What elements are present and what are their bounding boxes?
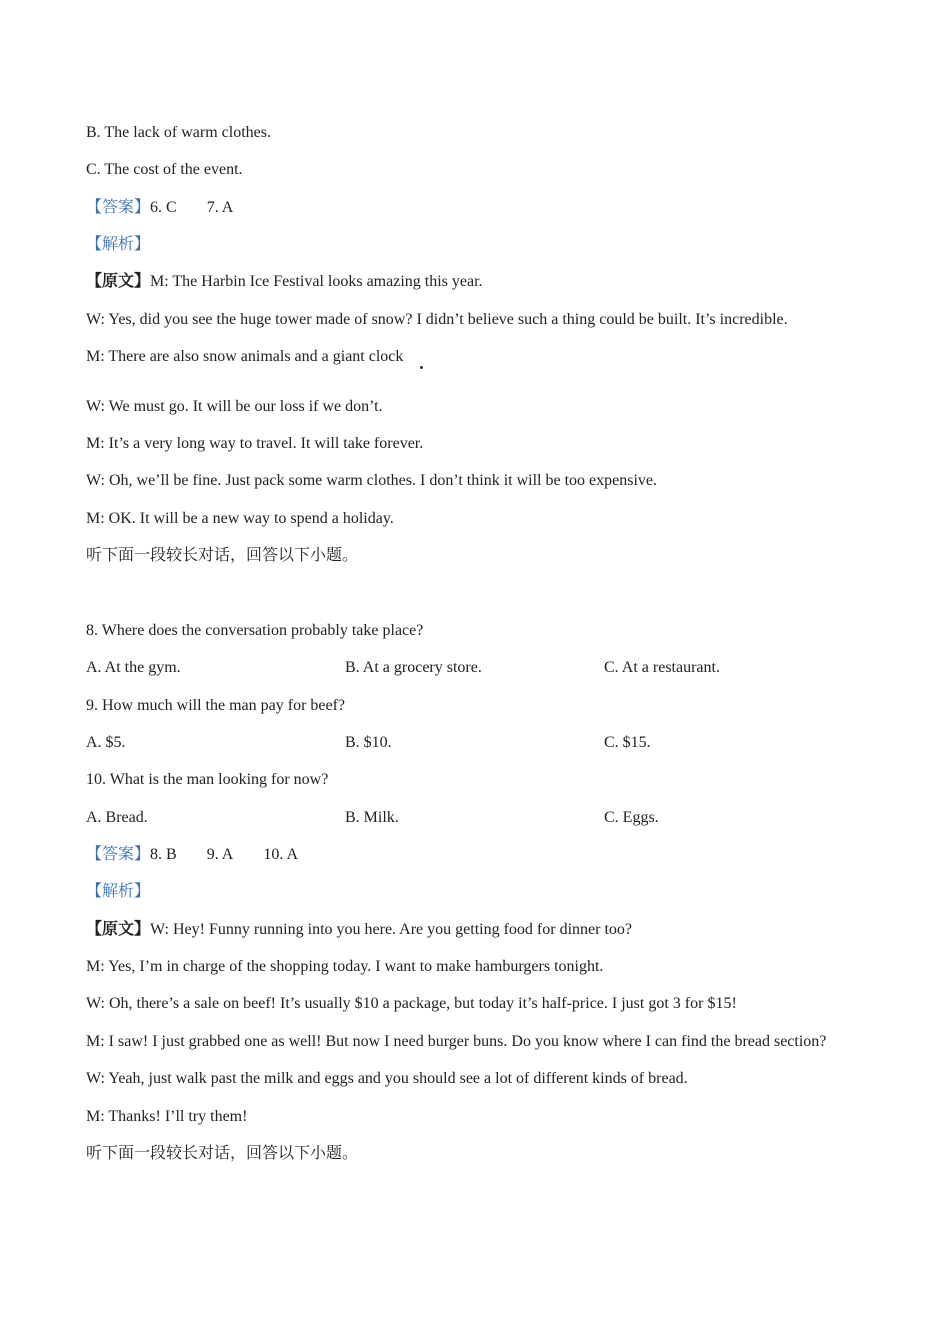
option-b: B. At a grocery store.	[345, 659, 482, 676]
question: 8. Where does the conversation probably take place?	[86, 622, 424, 639]
dialogue-text: W: Hey! Funny running into you here. Are you getting food for dinner too?	[150, 921, 632, 938]
analysis-label: 【解析】	[86, 236, 151, 253]
answer-label: 【答案】	[86, 846, 151, 863]
dialogue-line	[86, 272, 483, 292]
answer-item: 7. A	[206, 199, 234, 216]
dialogue-line: M: OK. It will be a new way to spend a holiday.	[86, 510, 394, 527]
answer-line-1	[86, 198, 233, 218]
dialogue-line: M: I saw! I just grabbed one as well! But now I need burger buns. Do you know where I can find the bread section?	[86, 1033, 827, 1050]
option-b: B. The lack of warm clothes.	[86, 124, 271, 141]
answer-item: 9. A	[206, 846, 234, 863]
dialogue-line: M: It’s a very long way to travel. It will take forever.	[86, 435, 424, 452]
stray-dot	[420, 366, 423, 369]
dialogue-line: W: Oh, we’ll be fine. Just pack some warm clothes. I don’t think it will be too expensive.	[86, 472, 657, 489]
instruction: 听下面一段较长对话，回答以下小题。	[86, 1145, 359, 1162]
dialogue-line: W: We must go. It will be our loss if we don’t.	[86, 398, 383, 415]
answer-item: 10. A	[263, 846, 299, 863]
option-a: A. At the gym.	[86, 659, 181, 676]
answer-line-2	[86, 845, 298, 865]
dialogue-text: M: The Harbin Ice Festival looks amazing this year.	[150, 273, 483, 290]
source-label: 【原文】	[86, 273, 151, 290]
analysis-label: 【解析】	[86, 883, 151, 900]
dialogue-line: M: Yes, I’m in charge of the shopping today. I want to make hamburgers tonight.	[86, 958, 604, 975]
answer-item: 6. C	[150, 199, 177, 216]
question: 10. What is the man looking for now?	[86, 771, 329, 788]
instruction: 听下面一段较长对话，回答以下小题。	[86, 547, 359, 564]
answer-label: 【答案】	[86, 199, 151, 216]
option-a: A. Bread.	[86, 809, 148, 826]
option-b: B. $10.	[345, 734, 392, 751]
option-c: C. $15.	[604, 734, 651, 751]
option-a: A. $5.	[86, 734, 126, 751]
dialogue-line: M: There are also snow animals and a giant clock	[86, 348, 404, 365]
option-b: B. Milk.	[345, 809, 399, 826]
option-c: C. Eggs.	[604, 809, 659, 826]
dialogue-line: W: Oh, there’s a sale on beef! It’s usually $10 a package, but today it’s half-price. I just got 3 for $15!	[86, 995, 737, 1012]
answer-item: 8. B	[150, 846, 177, 863]
option-c: C. At a restaurant.	[604, 659, 720, 676]
dialogue-line	[86, 920, 632, 940]
dialogue-line: W: Yes, did you see the huge tower made of snow? I didn’t believe such a thing could be built. It’s incredible.	[86, 311, 788, 328]
option-c: C. The cost of the event.	[86, 161, 243, 178]
dialogue-line: M: Thanks! I’ll try them!	[86, 1108, 248, 1125]
question: 9. How much will the man pay for beef?	[86, 697, 346, 714]
dialogue-line: W: Yeah, just walk past the milk and eggs and you should see a lot of different kinds of bread.	[86, 1070, 688, 1087]
source-label: 【原文】	[86, 921, 151, 938]
